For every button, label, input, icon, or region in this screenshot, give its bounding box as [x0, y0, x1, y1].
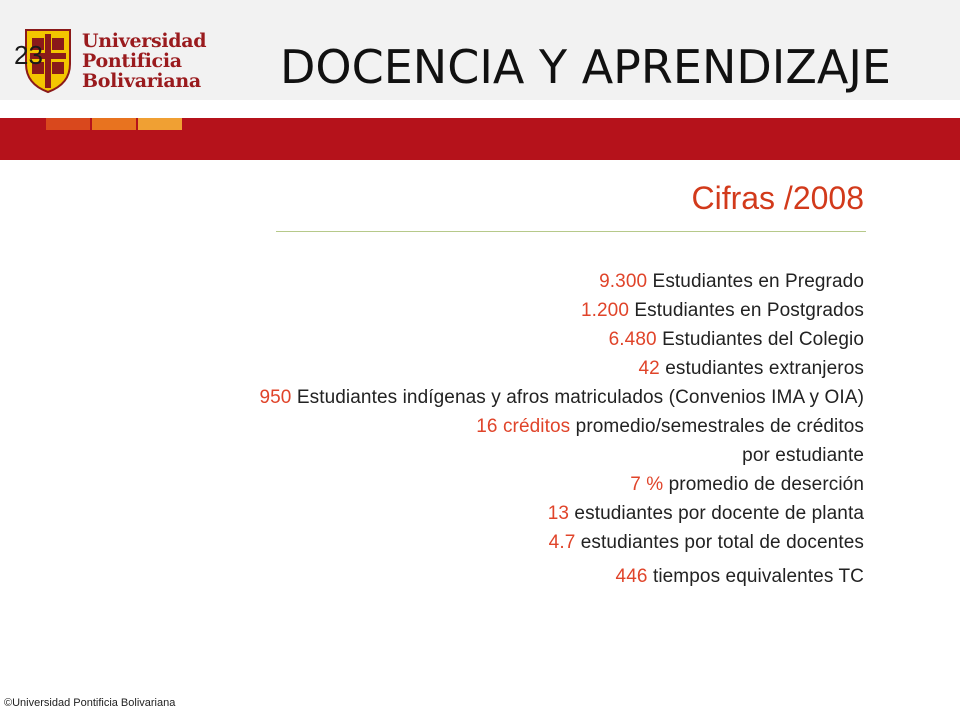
- stat-text: tiempos equivalentes TC: [647, 566, 864, 587]
- slide-number: 23: [14, 40, 43, 70]
- stripe-1: [0, 118, 44, 130]
- stat-line: [84, 470, 864, 499]
- brand-line-3: Bolivariana: [82, 70, 201, 92]
- stat-text: promedio de deserción: [663, 474, 864, 495]
- stat-value: 950: [259, 387, 292, 408]
- stat-value: 1.200: [580, 300, 630, 321]
- stat-text: Estudiantes en Postgrados: [629, 300, 864, 321]
- stats-list: [84, 267, 864, 591]
- stat-line: [84, 528, 864, 557]
- stripe-2: [46, 118, 90, 130]
- brand-name: [82, 31, 206, 91]
- stat-text: Estudiantes en Pregrado: [647, 271, 864, 292]
- stat-value: 16 créditos: [476, 416, 571, 437]
- page-title: DOCENCIA Y APRENDIZAJE: [280, 40, 891, 94]
- stat-line: [84, 354, 864, 383]
- stat-text: promedio/semestrales de créditos: [570, 416, 864, 437]
- stat-text: estudiantes por docente de planta: [569, 503, 864, 524]
- stat-value: 4.7: [548, 532, 576, 553]
- stat-line: [84, 383, 864, 412]
- subtitle: Cifras /2008: [691, 180, 864, 216]
- stat-value: 6.480: [608, 329, 657, 350]
- stat-value: 446: [615, 566, 648, 587]
- stat-line: [84, 499, 864, 528]
- stat-text: estudiantes extranjeros: [659, 358, 864, 379]
- stat-value: 7 %: [630, 474, 664, 495]
- divider: [276, 231, 866, 232]
- stripe-3: [92, 118, 136, 130]
- stat-text: Estudiantes indígenas y afros matriculados (Convenios IMA y OIA): [291, 387, 864, 408]
- stat-text: por estudiante: [742, 445, 864, 466]
- stripe-4: [138, 118, 182, 130]
- footer-copyright: ©Universidad Pontificia Bolivariana: [4, 697, 176, 709]
- stat-line: [84, 296, 864, 325]
- stat-line: [84, 562, 864, 591]
- stat-text: Estudiantes del Colegio: [656, 329, 864, 350]
- stat-value: 13: [547, 503, 570, 524]
- stat-value: 9.300: [599, 271, 648, 292]
- stat-line: [84, 412, 864, 441]
- stat-line: [84, 267, 864, 296]
- stat-line: [84, 325, 864, 354]
- stat-value: 42: [638, 358, 660, 379]
- brand-line-2: Pontificia: [82, 50, 182, 72]
- stat-text: estudiantes por total de docentes: [575, 532, 864, 553]
- stat-line: [84, 441, 864, 470]
- brand-line-1: Universidad: [82, 30, 207, 52]
